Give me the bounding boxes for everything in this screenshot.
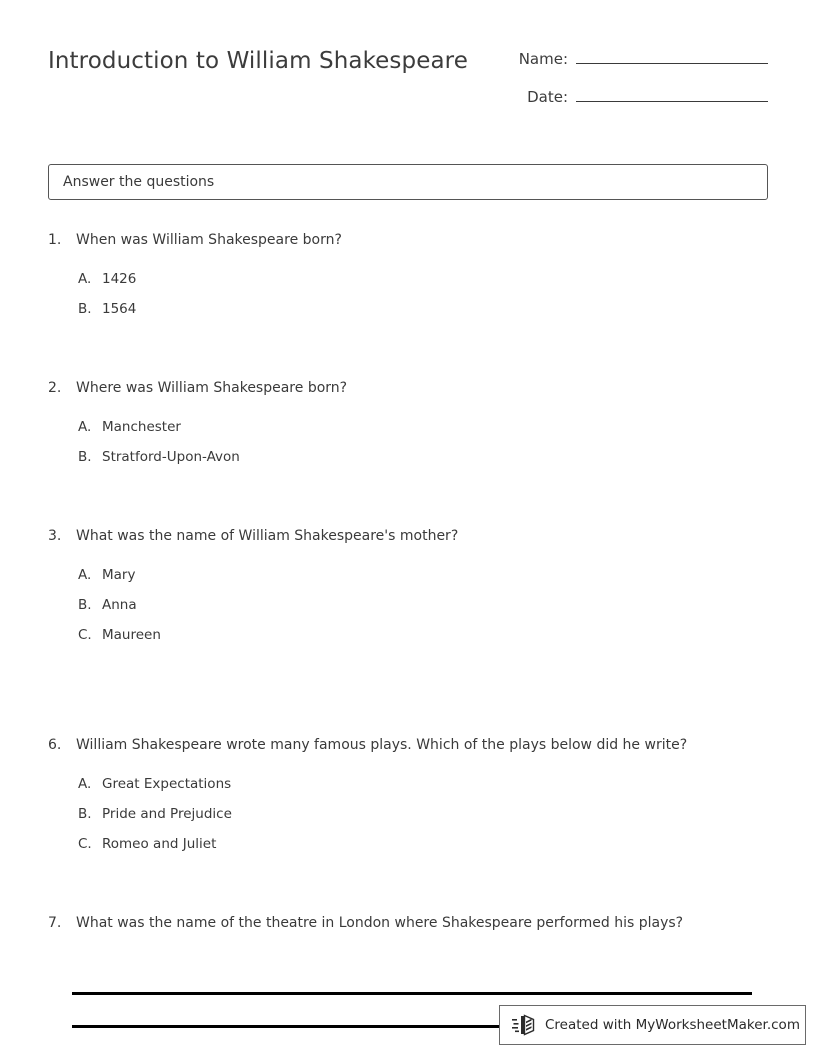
option-letter: A. — [78, 776, 92, 792]
option-text: Great Expectations — [102, 776, 232, 792]
name-label: Name: — [518, 50, 568, 68]
question-block-3 — [48, 526, 768, 655]
question-text: William Shakespeare wrote many famous plays. Which of the plays below did he write? — [76, 737, 688, 753]
date-label: Date: — [527, 88, 568, 106]
question-spacer — [48, 864, 768, 913]
option-item[interactable] — [48, 417, 768, 447]
option-text: Anna — [102, 597, 137, 613]
option-letter: B. — [78, 597, 92, 613]
question-row — [48, 913, 768, 933]
blank-section-spacer — [48, 655, 768, 735]
answer-line[interactable] — [72, 962, 752, 995]
date-input[interactable] — [576, 82, 768, 102]
option-list — [48, 565, 768, 655]
question-row — [48, 526, 768, 546]
name-row — [496, 44, 768, 82]
question-row — [48, 735, 768, 755]
option-item[interactable] — [48, 804, 768, 834]
question-block-2 — [48, 378, 768, 477]
option-item[interactable] — [48, 834, 768, 864]
option-text: Stratford-Upon-Avon — [102, 449, 240, 465]
questions-list — [48, 230, 768, 1028]
option-text: Romeo and Juliet — [102, 836, 217, 852]
instruction-box — [48, 164, 768, 200]
option-text: Mary — [102, 567, 136, 583]
option-item[interactable] — [48, 565, 768, 595]
option-letter: A. — [78, 419, 92, 435]
option-list — [48, 774, 768, 864]
question-block-6 — [48, 735, 768, 864]
question-block-1 — [48, 230, 768, 329]
question-number: 7. — [48, 915, 62, 931]
question-row — [48, 378, 768, 398]
option-item[interactable] — [48, 625, 768, 655]
attribution-text: Created with MyWorksheetMaker.com — [545, 1017, 800, 1033]
option-letter: A. — [78, 271, 92, 287]
option-item[interactable] — [48, 774, 768, 804]
option-item[interactable] — [48, 269, 768, 299]
question-number: 6. — [48, 737, 62, 753]
option-list — [48, 417, 768, 477]
question-text: What was the name of William Shakespeare's mother? — [76, 528, 459, 544]
question-spacer — [48, 477, 768, 526]
option-letter: B. — [78, 806, 92, 822]
question-number: 2. — [48, 380, 62, 396]
option-letter: C. — [78, 836, 92, 852]
option-item[interactable] — [48, 447, 768, 477]
date-row — [496, 82, 768, 120]
name-input[interactable] — [576, 44, 768, 64]
attribution-badge[interactable] — [499, 1005, 806, 1045]
worksheet-maker-logo-icon — [512, 1013, 538, 1037]
page-title: Introduction to William Shakespeare — [48, 48, 468, 74]
name-date-group — [496, 44, 768, 120]
option-item[interactable] — [48, 595, 768, 625]
option-letter: C. — [78, 627, 92, 643]
worksheet-header — [48, 44, 768, 134]
question-text: Where was William Shakespeare born? — [76, 380, 348, 396]
option-item[interactable] — [48, 299, 768, 329]
option-list — [48, 269, 768, 329]
option-text: Pride and Prejudice — [102, 806, 232, 822]
option-text: 1564 — [102, 301, 137, 317]
question-number: 3. — [48, 528, 62, 544]
option-text: Maureen — [102, 627, 161, 643]
question-text: What was the name of the theatre in London where Shakespeare performed his plays? — [76, 915, 684, 931]
question-text: When was William Shakespeare born? — [76, 232, 342, 248]
instruction-text: Answer the questions — [63, 174, 215, 190]
option-text: Manchester — [102, 419, 181, 435]
question-spacer — [48, 329, 768, 378]
option-text: 1426 — [102, 271, 137, 287]
question-number: 1. — [48, 232, 62, 248]
option-letter: A. — [78, 567, 92, 583]
option-letter: B. — [78, 301, 92, 317]
question-row — [48, 230, 768, 250]
option-letter: B. — [78, 449, 92, 465]
